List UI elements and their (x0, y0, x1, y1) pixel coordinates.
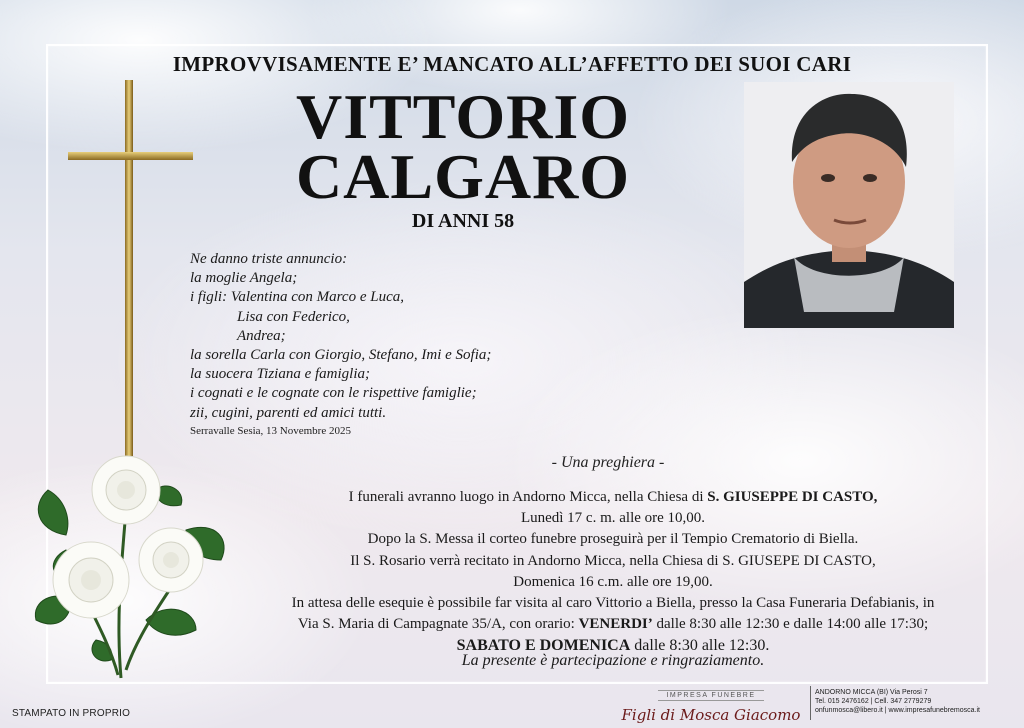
contact-address: ANDORNO MICCA (BI) Via Perosi 7 (815, 689, 928, 696)
age: DI ANNI 58 (411, 210, 515, 232)
place-date: Serravalle Sesia, 13 Novembre 2025 (190, 425, 351, 437)
notice-text: dalle 8:30 alle 12:30 e dalle 14:00 alle 17:30; (652, 616, 929, 633)
notice-text: Il S. Rosario verrà recitato in Andorno Micca, nella Chiesa di S. GIUSEPE DI CASTO, (350, 552, 876, 569)
family-line: la suocera Tiziana e famiglia; (190, 366, 370, 383)
last-name: CALGARO (295, 141, 631, 212)
family-line: Lisa con Federico, (237, 308, 350, 325)
closing-text: La presente è partecipazione e ringraziamento. (461, 652, 765, 669)
day-label: SABATO E DOMENICA (456, 637, 631, 655)
agency-contact (815, 688, 980, 715)
first-name: VITTORIO (295, 81, 631, 152)
funeral-notice (210, 487, 1016, 657)
family-line: zii, cugini, parenti ed amici tutti. (190, 404, 387, 421)
family-line: i figli: Valentina con Marco e Luca, (190, 289, 404, 306)
agency-name: Figli di Mosca Giacomo (621, 706, 801, 724)
family-line: Andrea; (237, 327, 286, 344)
family-line: Ne danno triste annuncio: (190, 251, 348, 267)
prayer-text: - Una preghiera - (551, 454, 665, 471)
agency-logo (616, 684, 806, 724)
headline: IMPROVVISAMENTE E’ MANCATO ALL’AFFETTO DEI SUOI CARI (172, 52, 852, 76)
cross-icon (66, 78, 196, 463)
contact-phone: Tel. 015 2476162 | Cell. 347 2779279 (815, 698, 932, 705)
notice-text: Via S. Maria di Campagnate 35/A, con orario: (297, 616, 579, 633)
family-line: la moglie Angela; (190, 270, 298, 287)
church-name: S. GIUSEPPE DI CASTO, (707, 489, 878, 505)
white-roses-image (26, 450, 236, 685)
footer-divider (810, 686, 811, 720)
family-line: i cognati e le cognate con le rispettive famiglie; (190, 385, 477, 402)
contact-web: onfunmosca@libero.it | www.impresafunebremosca.it (815, 707, 980, 714)
day-label: VENERDI’ (578, 616, 653, 633)
agency-top: IMPRESA FUNEBRE (658, 690, 763, 701)
notice-text: In attesa delle esequie è possibile far visita al caro Vittorio a Biella, presso la Casa Funeraria Defabianis, in (291, 595, 935, 612)
notice-text: Dopo la S. Messa il corteo funebre proseguirà per il Tempio Crematorio di Biella. (367, 531, 859, 548)
portrait-photo (744, 82, 954, 328)
printed-label: STAMPATO IN PROPRIO (12, 708, 131, 719)
family-list (190, 250, 491, 423)
notice-text: I funerali avranno luogo in Andorno Micca, nella Chiesa di (348, 489, 708, 505)
family-line: la sorella Carla con Giorgio, Stefano, Imi e Sofia; (190, 347, 492, 364)
notice-text: Domenica 16 c.m. alle ore 19,00. (513, 573, 713, 590)
notice-text: Lunedì 17 c. m. alle ore 10,00. (520, 510, 706, 527)
notice-text: dalle 8:30 alle 12:30. (630, 637, 770, 655)
